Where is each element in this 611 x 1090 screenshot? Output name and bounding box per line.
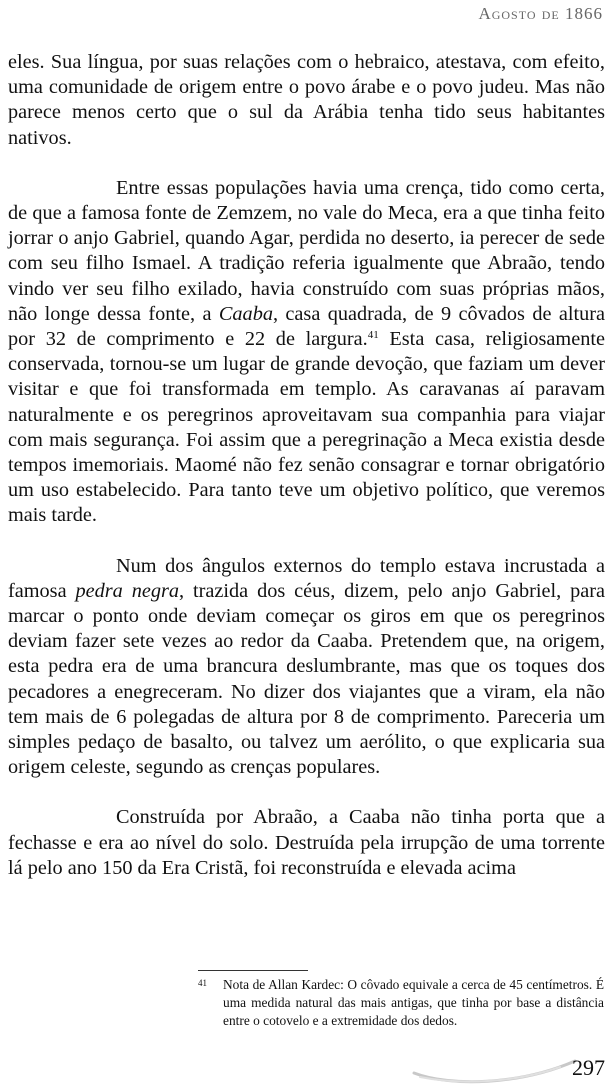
footnote-divider: [198, 970, 308, 971]
running-header: Agosto de 1866: [478, 4, 603, 23]
paragraph-3-part-a: Num dos ângulos externos do templo estava incrustada a famosa: [8, 554, 605, 602]
paragraph-3-part-b: , trazida dos céus, dizem, pelo anjo Gabriel, para marcar o ponto onde deviam começar os giros em que os peregrinos deviam fazer sete vezes ao redor da Caaba. Pretendem que, na origem, esta pedra era de uma brancura deslumbrante, mas que os toques dos pecadores a enegreceram. No dizer dos viajantes que a viram, ela não tem mais de 6 polegadas de altura por 8 de comprimento. Pareceria um simples pedaço de basalto, ou talvez um aerólito, o que explicaria sua origem celeste, segundo as crenças populares.: [8, 579, 606, 779]
footnote: [198, 976, 604, 1030]
page-ornament-icon: [410, 1055, 580, 1087]
paragraph-2: [8, 176, 605, 529]
paragraph-3: [8, 554, 605, 781]
footnote-reference[interactable]: 41: [367, 329, 379, 342]
paragraph-2-part-a: Entre essas populações havia uma crença, tido como certa, de que a famosa fonte de Zemzem, no vale do Meca, era a que tinha feito jorrar o anjo Gabriel, quando Agar, perdida no deserto, ia perecer de sede com seu filho Ismael. A tradição referia igualmente que Abraão, tendo vindo ver seu filho exilado, havia construído com suas próprias mãos, não longe dessa fonte, a: [8, 176, 605, 325]
pedra-negra-term: pedra negra: [75, 579, 180, 602]
paragraph-4: Construída por Abraão, a Caaba não tinha porta que a fechasse e era ao nível do solo. Destruída pela irrupção de uma torrente lá pelo ano 150 da Era Cristã, foi reconstruída e elevada acima: [8, 806, 605, 879]
paragraph-2-part-b: , casa quadrada, de 9 côvados de altura por 32 de comprimento e 22 de largura.: [8, 302, 606, 351]
caaba-term: Caaba: [218, 302, 273, 325]
body-text: [8, 50, 605, 881]
footnote-number: 41: [198, 978, 207, 988]
page-number: 297: [572, 1055, 605, 1080]
paragraph-2-part-c: Esta casa, religiosamente conservada, tornou-se um lugar de grande devoção, que faziam um dever visitar e que foi transformada em templo. As caravanas aí paravam naturalmente e os peregrinos aproveitavam sua companhia para viajar com mais segurança. Foi assim que a peregrinação a Meca existia desde tempos imemoriais. Maomé não fez senão consagrar e tornar obrigatório um uso estabelecido. Para tanto teve um objetivo político, que veremos mais tarde.: [8, 328, 605, 527]
paragraph-1: eles. Sua língua, por suas relações com o hebraico, atestava, com efeito, uma comunidade de origem entre o povo árabe e o povo judeu. Mas não parece menos certo que o sul da Arábia tenha tido seus habitantes nativos.: [8, 51, 605, 149]
footnote-text: Nota de Allan Kardec: O côvado equivale a cerca de 45 centímetros. É uma medida natural das mais antigas, que tinha por base a distância entre o cotovelo e a extremidade dos dedos.: [223, 977, 604, 1028]
